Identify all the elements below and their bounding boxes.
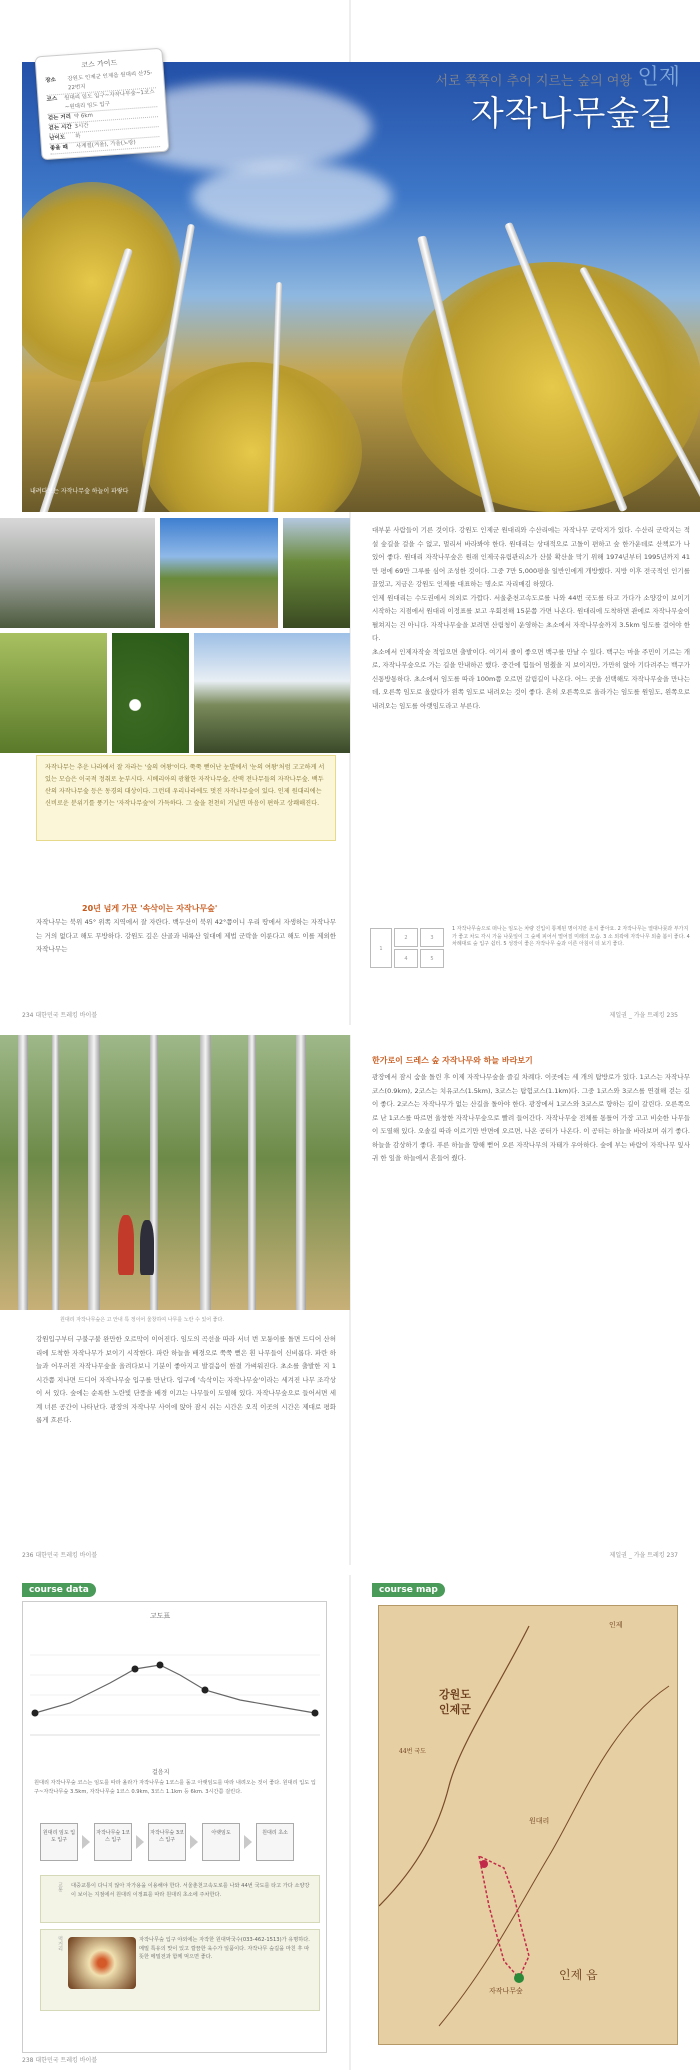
photo-hikers bbox=[283, 518, 350, 628]
tip-text: 자작나무숲 입구 야외에는 자작한 원대막국수(033-462-1513)가 유명하다. 메밀 특유의 맛이 있고 깔끔한 육수가 일품이다. 자작나무 숲길을 마친 후 따뜻한 메밀전과 함께 먹으면 좋다. bbox=[139, 1937, 310, 1960]
map-road bbox=[439, 1686, 669, 2026]
body-column-3 bbox=[36, 1333, 336, 1543]
photo-birch-trees bbox=[0, 633, 107, 753]
info-value: 원대리 임도 입구~자작나무숲~1코스~원대리 임도 입구 bbox=[63, 89, 155, 111]
birch-trunk bbox=[18, 1035, 28, 1310]
course-step: 자작나무숲 1코스 입구 bbox=[94, 1823, 132, 1861]
elev-line bbox=[35, 1665, 315, 1713]
index-cell: 5 bbox=[420, 949, 444, 968]
tree-foliage bbox=[142, 362, 362, 512]
photo-mountain-view bbox=[194, 633, 350, 753]
info-card-title: 코스 가이드 bbox=[80, 58, 118, 70]
birch-trunk bbox=[200, 1035, 211, 1310]
elev-point bbox=[132, 1666, 139, 1673]
transport-tip bbox=[40, 1875, 320, 1923]
body-column-2 bbox=[372, 524, 690, 924]
map-region-label: 강원도 bbox=[439, 1688, 471, 1701]
map-road bbox=[379, 1626, 529, 1906]
info-value: 3시간 bbox=[74, 122, 89, 130]
photo-foggy-forest bbox=[0, 518, 155, 628]
course-description: 원대리 자작나무숲 코스는 임도를 따라 올라가 자작나무숲 1코스를 돌고 아랫임도를 따라 내려오는 것이 좋다. 원대리 입도 입구~자작나무숲 3.5km, 자작나무숲 1코스 0.9km, 3코스 1.1km 등 6km. 3시간쯤 걸린다. bbox=[34, 1780, 316, 1795]
index-cell: 1 bbox=[370, 928, 392, 968]
spread-pages-234-235 bbox=[0, 0, 700, 1025]
paragraph: 강원입구부터 구불구불 완만한 오르막이 이어진다. 임도의 곡선을 따라 서너 번 모퉁이를 돌면 드디어 산허리에 도착한 자작나무가 보이기 시작한다. 파란 하늘을 배경으로 쭉쭉 뻗은 흰 나무들이 신비롭다. 파란 하늘과 어우러진 자작나무숲을 올려다보니 기분이 좋아지고 발걸음이 한결 가벼워진다. 초소를 출발한 지 1시간쯤 지나면 드디어 자작나무숲 입구를 만난다. 입구에 '속삭이는 자작나무숲'이라는 세겨진 나무 조각상이 서 있다. 숲에는 순록한 노란빛 단풍을 배경 이끄는 나무들이 도열해 있다. 자작나무숲으로 들어서면 세계 너른 공간이 나타난다. 광장의 자작나무 사이에 앉아 잠시 쉬는 시간은 오직 이곳의 시간은 제대로 평화롭게 흐른다. bbox=[36, 1335, 336, 1424]
info-value: 사계절(겨울), 가을(노랑) bbox=[75, 139, 136, 150]
map-road-label: 44번 국도 bbox=[399, 1748, 426, 1755]
folio-right: 제일권 _ 가을 트레킹 235 bbox=[609, 1012, 678, 1019]
map-town-label: 인제 읍 bbox=[559, 1968, 598, 1982]
paragraph: 자작나무는 북위 45° 위쪽 지역에서 잘 자란다. 백두산이 북위 42°쯤이니 우리 땅에서 자생하는 자작나무는 거의 없다고 해도 무방하다. 강원도 깊은 산골과 내륙산 일대에 제법 군락을 이룬다고 해도 이를 제외한 자작나무는 bbox=[36, 918, 336, 953]
info-key: 장소 bbox=[45, 77, 57, 84]
map-place-label: 인제 bbox=[609, 1621, 623, 1629]
tree-foliage bbox=[22, 182, 182, 382]
index-cell: 3 bbox=[420, 928, 444, 947]
elev-point bbox=[157, 1662, 164, 1669]
tip-label: 먹거리 bbox=[57, 1936, 63, 1951]
folio-left: 238 대한민국 트레킹 바이블 bbox=[22, 2057, 98, 2064]
birch-trunk bbox=[88, 1035, 100, 1310]
map-marker bbox=[480, 1860, 488, 1868]
paragraph: 대부분 사람들이 기른 것이다. 강원도 인제군 원대리와 수산리에는 자작나무 군락지가 있다. 수산리 군락지는 적설 숲길을 걸을 수 없고, 멀리서 바라봐야 한다. 원대리는 상대적으로 고돌이 편하고 숲 한가운데로 산책로가 나 있어 좋다. 원대리 자작나무숲은 원래 인제국유림관리소가 산불 확산을 막기 위해 1974년부터 1995년까지 41만 평에 69만 그루를 심어 조성한 것이다. 그중 7만 5,000평을 일반인에게 개방했다. 지방 이후 전국적인 인기를 끌었고, 지금은 강원도 인제를 대표하는 명소로 자리매김 하였다. bbox=[372, 526, 690, 588]
info-value: 하 bbox=[75, 133, 81, 140]
intro-pullquote: 자작나무는 추운 나라에서 잘 자라는 '숲의 여왕'이다. 쭉쭉 뻗어난 눈발에서 '눈의 여왕'처럼 고고하게 서 있는 모습은 이국적 정취로 눈부시다. 시베리아의 광활한 자작나무숲, 산맥 전나무들의 자작나무숲. 백두산의 자작나무숲 등은 동경의 대상이다. 그런데 우리나라에도 멋진 자작나무숲이 있다. 인제 원대리에는 신비로운 분위기를 풍기는 '자작나무숲'이 가득하다. 그 숲을 천천히 거닐면 마음이 편하고 상쾌해진다. bbox=[36, 755, 336, 841]
folio-left: 234 대한민국 트레킹 바이블 bbox=[22, 1012, 98, 1019]
index-cell: 4 bbox=[394, 949, 418, 968]
photo-white-flowers bbox=[112, 633, 189, 753]
index-cell: 2 bbox=[394, 928, 418, 947]
elevation-title: 고도표 bbox=[150, 1612, 171, 1620]
course-info-card bbox=[35, 48, 170, 161]
elev-point bbox=[32, 1710, 39, 1717]
hiker bbox=[140, 1220, 154, 1275]
elevation-profile-chart bbox=[30, 1645, 320, 1745]
section-heading: 한가로이 드레스 숲 자작나무와 하늘 바라보기 bbox=[372, 1056, 533, 1065]
course-data-label: course data bbox=[22, 1583, 96, 1597]
photo-food-dish bbox=[68, 1937, 136, 1989]
info-key: 난이도 bbox=[49, 134, 66, 142]
course-map-label: course map bbox=[372, 1583, 445, 1597]
body-column-4 bbox=[372, 1071, 690, 1541]
course-step: 아랫임도 bbox=[202, 1823, 240, 1861]
folio-right: 제일권 _ 가을 트레킹 237 bbox=[609, 1552, 678, 1559]
tree-foliage bbox=[402, 262, 700, 512]
section-heading: 20년 넘게 가꾼 '속삭이는 자작나무숲' bbox=[82, 904, 218, 913]
trail-route bbox=[479, 1856, 529, 1978]
map-place-label: 원대리 bbox=[529, 1817, 550, 1825]
hiker bbox=[118, 1215, 134, 1275]
elev-point bbox=[202, 1687, 209, 1694]
elev-point bbox=[312, 1710, 319, 1717]
info-key: 걷는 거리 bbox=[47, 114, 72, 122]
photo-birch-forest-hikers bbox=[0, 1035, 350, 1310]
info-key: 좋을 때 bbox=[49, 144, 69, 152]
info-key: 걷는 시간 bbox=[48, 124, 72, 132]
cloud bbox=[192, 162, 392, 232]
photo-caption: 원대리 자작나무숲은 고 안내 특 정이어 울창하여 나무를 노란 수 있어 좋다. bbox=[60, 1317, 224, 1323]
course-step: 자작나무숲 3코스 입구 bbox=[148, 1823, 186, 1861]
paragraph: 초소에서 인제자작숲 적입으면 출발이다. 여기서 줄이 좋으면 백구를 만날 수 있다. 백구는 마을 주민이 기르는 개로, 자작나무숲으로 가는 길을 안내하곤 했다. 중간에 힘들어 멈췄을 지 보이지만, 가만히 앉아 기다려주는 백구가 신통방통하다. 초소에서 임도를 따라 100m쯤 오르면 갈림길이 나온다. 어느 곳을 선택해도 자작나무숲을 만나는데, 오른쪽 임도로 올랐다가 왼쪽 임도로 내려오는 것이 좋다. 흔히 오른쪽으로 올라가는 임도를 원임도, 왼쪽으로 내려오는 임도를 아랫임도라고 부른다. bbox=[372, 647, 690, 710]
info-key: 코스 bbox=[46, 96, 58, 103]
info-value: 약 6km bbox=[73, 112, 94, 120]
course-step: 원대리 임도 입도 입구 bbox=[40, 1823, 78, 1861]
birch-trunk bbox=[52, 1035, 59, 1310]
photo-captions-note: 1 자작나무숲으로 떠나는 임도는 차량 진입이 통제된 명이지만 운치 좋아요. 2 자작나무는 열대나뭇과 부가지가 좋고 차도 각시 가을 나뭇잎이 그 숲에 피어서 떨어질 미래의 모습. 3 소 외곽에 자작나무 외출 봄이 좋다. 4 차례대로 숲 입구 쉼터. 5 성장이 좋은 자작나무 숲과 이른 아침이 더 보기 좋다. bbox=[452, 926, 690, 947]
tip-label: 교통 bbox=[57, 1882, 63, 1892]
paragraph: 광장에서 잠시 숨을 돌린 후 이제 자작나무숲을 즐길 차례다. 이곳에는 세 개의 탐방로가 있다. 1코스는 자작나무코스(0.9km), 2코스는 치유코스(1.5km), 3코스는 탐험코스(1.1km)다. 그중 1코스와 3코스를 연결해 걷는 길이 좋다. 2코스는 자작나무가 없는 산길을 돌아야 한다. 광장에서 1코스와 3코스로 향하는 길이 갈린다. 오른쪽으로 난 1코스를 따르면 울창한 자작나무숲으로 빨려 들어간다. 자작나무숲 전체를 통틀어 가장 고고 비슷한 나무들이 도열해 있다. 오솔길 따라 이르기만 반면에 오르면, 나온 공터가 나온다. 이 공터는 하늘을 바라보며 쉬기 좋다. 하늘을 감상하기 좋다. 푸른 하늘을 향해 뻗어 오른 자작나무의 자태가 우아하다. 숲에 부는 바람이 자작나무 잎사귀 한 잎을 하늘에서 흔들어 줬다. bbox=[372, 1073, 690, 1162]
photo-forest-road bbox=[160, 518, 278, 628]
tip-text: 대중교통이 다니지 않아 자가용을 이용해야 한다. 서울춘천고속도로를 나와 44번 국도를 타고 가다 소양강이 보이는 지점에서 원대리 이정표를 따라 원대리 초소에 주차한다. bbox=[71, 1883, 310, 1898]
info-value: 강원도 인제군 인제읍 원대리 산75-22번지 bbox=[67, 70, 153, 92]
hero-title: 자작나무숲길 bbox=[470, 94, 674, 134]
course-step: 원대리 초소 bbox=[256, 1823, 294, 1861]
birch-trunk bbox=[296, 1035, 306, 1310]
map-region-label: 인제군 bbox=[439, 1703, 471, 1716]
folio-left: 236 대한민국 트레킹 바이블 bbox=[22, 1552, 98, 1559]
path-title: 걸음지 bbox=[152, 1769, 170, 1776]
map-place-label: 자작나무숲 bbox=[489, 1987, 523, 1995]
paragraph: 인제 원대리는 수도권에서 의외로 가깝다. 서울춘천고속도로를 나와 44번 국도를 타고 가다가 소양강이 보이기 시작하는 지점에서 원대리 이정표를 보고 우회전해 15분쯤 가면 나온다. 원대리에 도착하면 관에로 자작나무숲이 펼쳐지는 건 아니다. 자작나무숲을 보려면 산림청이 운영하는 초소에서 자작나무숲까지 3.5km 임도를 걸어야 한다. bbox=[372, 593, 690, 642]
hero-caption: 내려다보는 자작나무숲 하늘이 파랗다 bbox=[30, 488, 129, 495]
photo-index-grid bbox=[370, 928, 445, 968]
map-marker bbox=[514, 1973, 524, 1983]
course-map bbox=[378, 1605, 678, 2045]
page-gutter bbox=[349, 1575, 351, 2070]
spread-page-238-course bbox=[0, 1575, 700, 2070]
hero-subtitle: 서로 쪽쪽이 추어 지르는 숲의 여왕 bbox=[435, 74, 632, 89]
hero-region: 인제 bbox=[637, 65, 680, 90]
birch-trunk bbox=[248, 1035, 256, 1310]
body-column-1 bbox=[36, 916, 336, 1012]
spread-pages-236-237 bbox=[0, 1035, 700, 1565]
